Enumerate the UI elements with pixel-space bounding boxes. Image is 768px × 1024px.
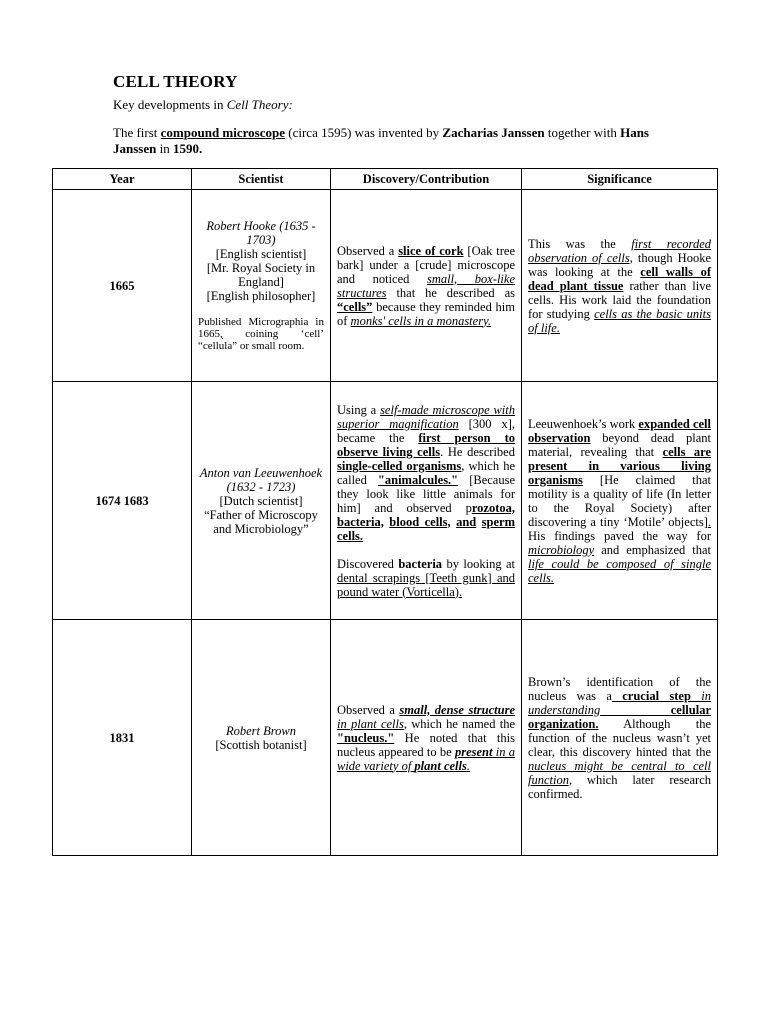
discovery-text: small, box-like structures: [337, 271, 515, 300]
document-title: CELL THEORY: [113, 72, 238, 91]
significance-text: expanded cell observation: [528, 416, 711, 445]
intro-compound-microscope: compound microscope: [160, 125, 286, 140]
discovery-text: dental scrapings [Teeth gunk] and pound water (Vorticella).: [337, 570, 515, 599]
significance-text: which later research confirmed.: [528, 772, 711, 801]
discovery-text: by looking at: [442, 556, 515, 571]
significance-text: Leeuwenhoek’s work: [528, 416, 639, 431]
scientist-name: Robert Brown: [225, 723, 297, 738]
header-year: Year: [53, 169, 192, 190]
discovery-text: monks' cells in a monastery.: [350, 313, 492, 328]
header-scientist: Scientist: [192, 169, 331, 190]
significance-text: nucleus might be central to cell function,: [528, 758, 711, 787]
document-subtitle: [113, 97, 293, 113]
discovery-text: in plant cells: [337, 716, 404, 731]
header-discovery: Discovery/Contribution: [331, 169, 522, 190]
scientist-cell: [192, 190, 331, 382]
significance-text: [He claimed that motility is a quality of life (In letter to the Royal Society) after discovering a tiny ‘Motile’ objects]: [528, 472, 711, 529]
significance-text: cell walls of dead plant tissue: [528, 264, 711, 293]
significance-cell: [522, 620, 718, 856]
significance-text: in understanding: [528, 688, 711, 717]
scientist-cell: [192, 382, 331, 620]
discovery-text: present: [454, 744, 493, 759]
significance-text: life could be composed of single cells.: [528, 556, 711, 585]
significance-text: cells are present in various living organisms: [528, 444, 711, 487]
discovery-text: "nucleus.": [337, 730, 395, 745]
significance-text: His findings paved the way for: [528, 528, 711, 543]
intro-year: 1590.: [172, 141, 203, 156]
discovery-text: .: [466, 758, 470, 773]
scientist-cell: [192, 620, 331, 856]
scientist-detail: [Scottish botanist]: [215, 737, 307, 752]
discovery-text: [Because they look like little animals for him] and observed p: [337, 472, 516, 515]
discovery-text: , which he named the: [403, 716, 516, 731]
significance-text: Although the function of the nucleus wasn’t yet clear, this discovery hinted that the: [528, 716, 711, 759]
scientist-detail: [English philosopher]: [206, 289, 316, 303]
discovery-text: . He described: [440, 444, 515, 459]
significance-text: cellular organization.: [528, 702, 711, 731]
year-cell: 1831: [53, 620, 192, 856]
discovery-text: Using a: [337, 402, 381, 417]
scientist-note: [198, 315, 324, 352]
discovery-text: single-celled organisms: [337, 458, 462, 473]
paragraph-gap: [337, 543, 515, 557]
discovery-cell: [331, 382, 522, 620]
scientist-detail: “Father of Microscopy and Microbiology”: [204, 507, 318, 536]
significance-text: first recorded observation of cells,: [528, 236, 712, 265]
intro-zacharias-janssen: Zacharias Janssen: [442, 125, 545, 140]
discovery-text: because they reminded him of: [337, 299, 515, 328]
note-text: Published Micrographia in 1665: [198, 316, 324, 340]
discovery-text: rozotoa, bacteria,: [337, 500, 515, 529]
discovery-text: and: [456, 514, 477, 529]
discovery-text: bacteria: [398, 556, 443, 571]
intro-hans-janssen: Hans Janssen: [113, 125, 649, 156]
year-cell: 1665: [53, 190, 192, 382]
significance-text: .: [707, 514, 711, 529]
significance-text: and emphasized that: [594, 542, 711, 557]
cell-theory-table: [52, 168, 718, 856]
significance-text: though Hooke was looking at the: [528, 250, 711, 279]
discovery-text: sperm cells.: [337, 514, 515, 543]
significance-text: cells as the basic units of life.: [528, 306, 711, 335]
discovery-text: , which he called: [337, 458, 515, 487]
discovery-text: “cells”: [337, 299, 373, 314]
significance-text: beyond dead plant material, revealing that: [528, 430, 711, 459]
header-significance: Significance: [522, 169, 718, 190]
discovery-text: Discovered: [337, 556, 399, 571]
scientist-name: Anton van Leeuwenhoek (1632 - 1723): [199, 465, 323, 494]
significance-cell: [522, 382, 718, 620]
significance-text: crucial step: [611, 688, 691, 703]
discovery-text: [300 x], became the: [337, 416, 515, 445]
discovery-text: "animalcules.": [377, 472, 459, 487]
discovery-text: Observed a: [337, 243, 399, 258]
discovery-text: plant cells: [414, 758, 467, 773]
table-header-row: [53, 169, 718, 190]
discovery-cell: [331, 620, 522, 856]
discovery-text: self-made microscope with superior magnification: [337, 402, 515, 431]
discovery-cell: [331, 190, 522, 382]
table-row: [53, 190, 718, 382]
intro-text: together with: [544, 125, 621, 140]
table-row: [53, 382, 718, 620]
year-cell: 1674 1683: [53, 382, 192, 620]
discovery-text: slice of cork: [398, 243, 464, 258]
intro-paragraph: [113, 125, 673, 156]
discovery-text: Observed a: [337, 702, 400, 717]
significance-cell: [522, 190, 718, 382]
intro-text: The first: [113, 125, 161, 140]
intro-text: (circa 1595) was invented by: [285, 125, 443, 140]
note-text: coining ‘cell’ “cellula” or small room.: [198, 328, 324, 352]
discovery-text: in a wide variety of: [337, 744, 515, 773]
discovery-text: that he described as: [386, 285, 515, 300]
significance-text: microbiology: [528, 542, 595, 557]
scientist-detail: [Dutch scientist]: [219, 493, 303, 508]
scientist-detail: [Mr. Royal Society in England]: [206, 261, 316, 289]
significance-text: This was the: [528, 236, 632, 251]
discovery-text: blood cells,: [389, 514, 451, 529]
subtitle-prefix: Key developments in: [113, 97, 227, 112]
discovery-text: He noted that this nucleus appeared to be: [337, 730, 515, 759]
note-text: ,: [220, 328, 223, 340]
scientist-name: Robert Hooke (1635 - 1703): [206, 219, 316, 247]
discovery-text: first person to observe living cells: [337, 430, 515, 459]
table-row: [53, 620, 718, 856]
subtitle-emphasis: Cell Theory:: [226, 97, 293, 112]
scientist-detail: [English scientist]: [215, 247, 307, 261]
significance-text: Brown’s identification of the nucleus was a: [528, 674, 711, 703]
discovery-text: small, dense structure: [399, 702, 515, 717]
intro-text: in: [156, 141, 173, 156]
discovery-text: [Oak tree bark] under a [crude] microscope and noticed: [337, 243, 515, 286]
significance-text: rather than live cells. His work laid the foundation for studying: [528, 278, 711, 321]
